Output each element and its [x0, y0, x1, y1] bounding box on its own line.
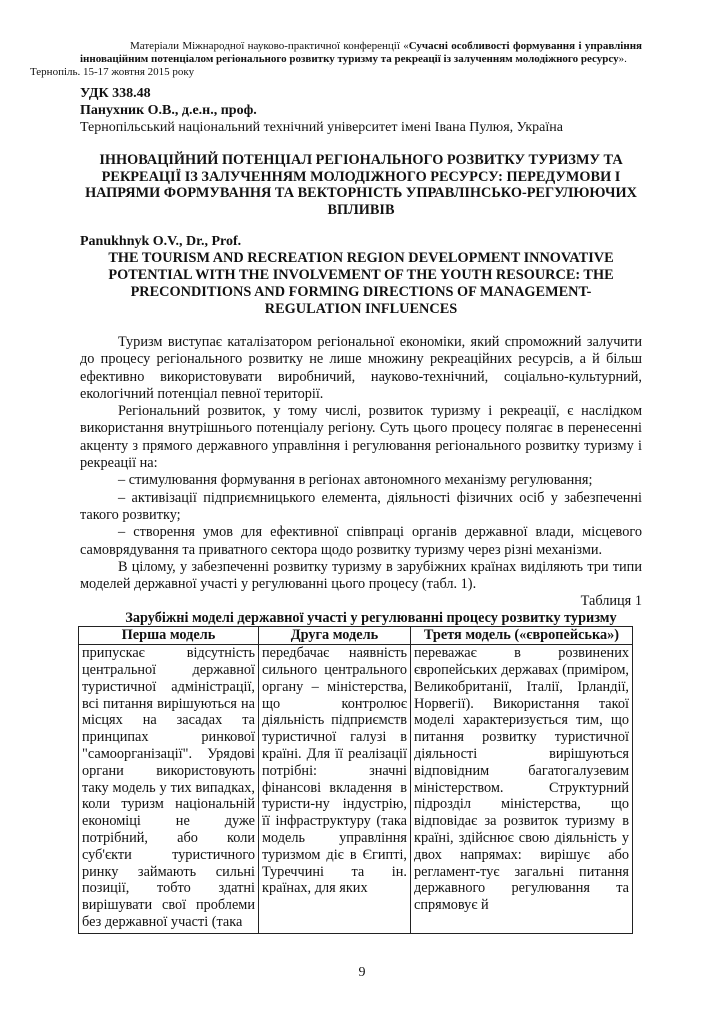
document-page [30, 40, 642, 934]
header-third-model: Третя модель («європейська») [411, 627, 633, 645]
affiliation: Тернопільський національний технічний університет імені Івана Пулюя, Україна [80, 120, 563, 135]
cell-second-model [259, 645, 411, 934]
title-english: THE TOURISM AND RECREATION REGION DEVELOPMENT INNOVATIVE POTENTIAL WITH THE INVOLVEMENT OF THE YOUTH RESOURCE: THE PRECONDITIONS AND FORMING DIRECTIONS OF MANAGEMENT-REGULATION INFLUENCES [108, 250, 614, 317]
cell-first-model [79, 645, 259, 934]
table-title: Зарубіжні моделі державної участі у регулюванні процесу розвитку туризму [125, 610, 617, 627]
paragraph-closing: В цілому, у забезпеченні розвитку туризму в зарубіжних країнах виділяють три типи моделей державної участі у регулюванні цього процесу (табл. 1). [80, 558, 642, 593]
header-second-model: Друга модель [259, 627, 411, 645]
conference-location-date: Тернопіль. 15-17 жовтня 2015 року [30, 66, 195, 78]
page-number: 9 [358, 965, 366, 980]
cell-third-model [411, 645, 633, 934]
header-first-model: Перша модель [79, 627, 259, 645]
bullet-item-3: – створення умов для ефективної співпраці органів державної влади, місцевого самоврядування та приватного сектора щодо розвитку туризму через різні механізми. [80, 524, 642, 558]
table-caption: Таблиця 1 [580, 593, 642, 610]
cell-first-model-text: припускає відсутність центральної державної туристичної адміністрації, всі питання вирішуються на місцях на засадах та принципах ринкової "самоорганізації". Урядові органи використовують таку модель у тих випадках, коли туризм національній економіці не дуже потрібний, або коли суб'єкти туристичного ринку займають сильні позиції, тобто здатні вирішувати свої проблеми без державної участі (така [82, 645, 255, 930]
table-header-row [79, 627, 633, 645]
conference-header [30, 40, 642, 79]
conference-title: Сучасні особливості формування і управління інноваційним потенціалом регіонального розвитку туризму та рекреації із залученням молодіжного ресурсу [80, 40, 642, 65]
conference-prefix: Матеріали Міжнародної науково-практичної конференції « [130, 40, 409, 52]
udk-code: УДК 338.48 [80, 86, 151, 101]
paragraph-1: Туризм виступає каталізатором регіональної економіки, який спроможний залучити до процесу регіонального розвитку не лише множину рекреаційних ресурсів, а й більш ефективно використовувати виробничий, науково-технічний, соціально-культурний, екологічний потенціал певної території. [80, 334, 642, 402]
conference-suffix: ». [618, 53, 627, 65]
author-ukrainian: Панухник О.В., д.е.н., проф. [80, 103, 257, 118]
cell-third-model-text: переважає в розвинених європейських державах (приміром, Великобританії, Італії, Ірландії, Норвегії). Використання такої моделі характеризується тим, що питання розвитку туристичної діяльності вирішуються відповідним багатогалузевим міністерством. Структурний підрозділ міністерства, що відповідає за розвиток туризму в країні, здійснює свою діяльність у двох напрямах: вирішує або регламент-тує загальні питання державного регулювання та спрямовує й [414, 645, 629, 914]
cell-second-model-text: передбачає наявність сильного центрального органу – міністерства, що контролює діяльність підприємств туристичної галузі в країні. Для її реалізації потрібні: значні фінансові вкладення в туристи-ну індустрію, її інфраструктуру (така модель управління туризмом діє в Єгипті, Туреччині та ін. країнах, для яких [262, 645, 407, 897]
author-english: Panukhnyk O.V., Dr., Prof. [80, 234, 242, 249]
title-ukrainian: ІННОВАЦІЙНИЙ ПОТЕНЦІАЛ РЕГІОНАЛЬНОГО РОЗВИТКУ ТУРИЗМУ ТА РЕКРЕАЦІЇ ІЗ ЗАЛУЧЕННЯМ МОЛОДІЖНОГО РЕСУРСУ: ПЕРЕДУМОВИ І НАПРЯМИ ФОРМУВАННЯ ТА ВЕКТОРНІСТЬ УПРАВЛІНСЬКО-РЕГУЛЮЮЧИХ ВПЛИВІВ [85, 152, 637, 218]
bullet-item-1: – стимулювання формування в регіонах автономного механізму регулювання; [118, 472, 593, 489]
models-table [78, 626, 633, 934]
bullet-item-2: – активізації підприємницького елемента, діяльності фізичних осіб у забезпеченні такого розвитку; [80, 489, 642, 523]
paragraph-2: Регіональний розвиток, у тому числі, розвиток туризму і рекреації, є наслідком використання внутрішнього потенціалу регіону. Суть цього процесу полягає в перенесенні акценту з прямого державного управління і регулювання регіонального розвитку туризму і рекреації на: [80, 403, 642, 472]
table-row [79, 645, 633, 934]
